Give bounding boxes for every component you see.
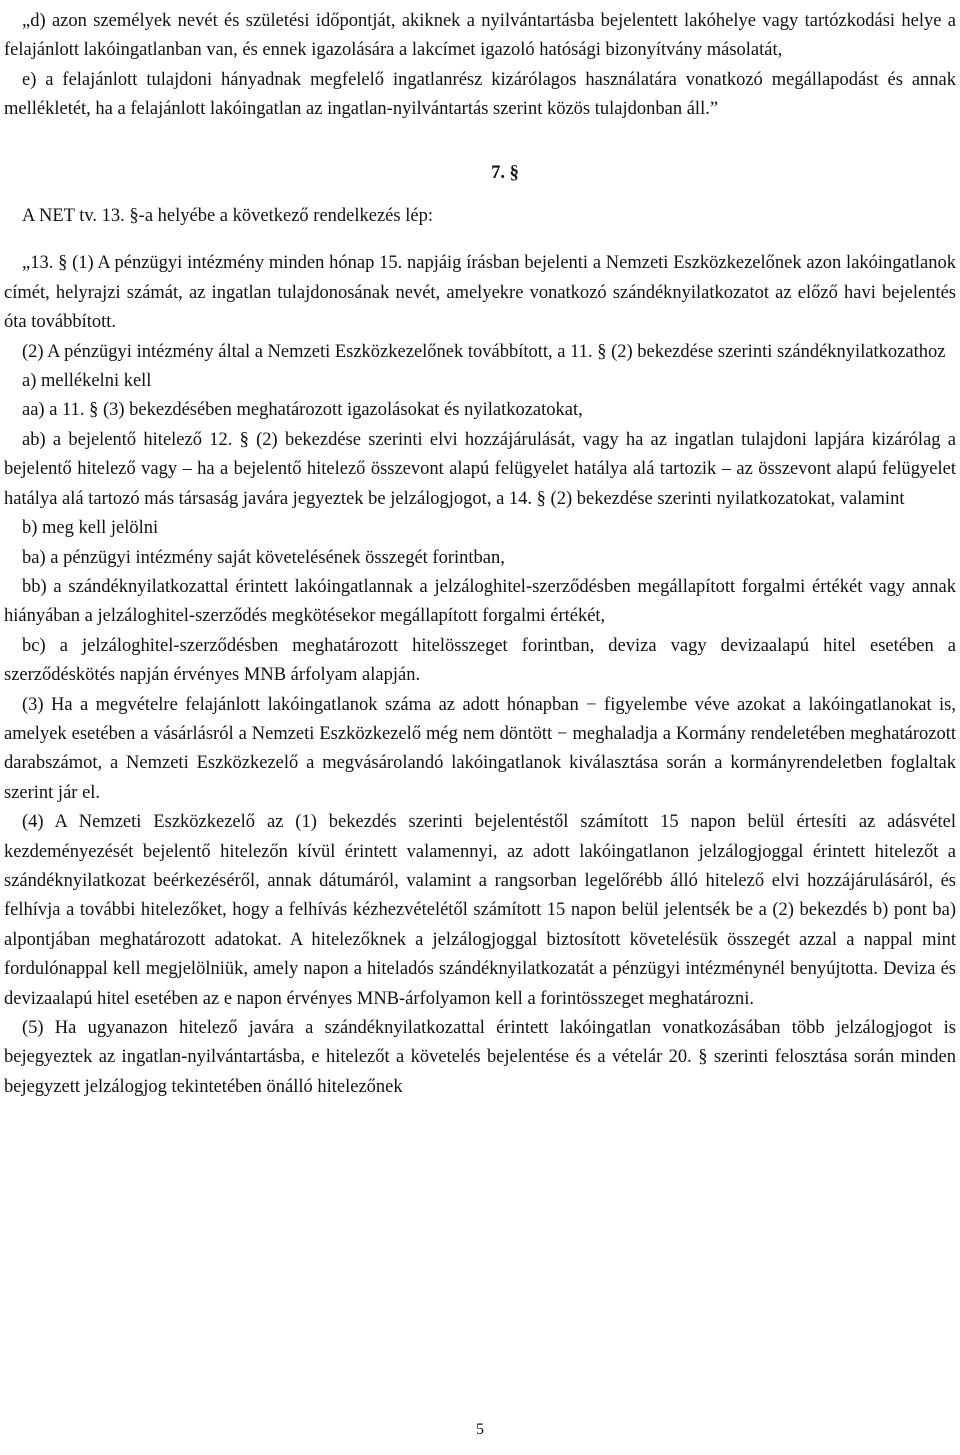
paragraph-d: „d) azon személyek nevét és születési időpontját, akiknek a nyilvántartásba bejelentett lakóhelye vagy tartózkodási helye a felajánlott lakóingatlanban van, és ennek igazolására a lakcímet igazoló hatósági bizonyítvány másolatát, <box>4 11 956 61</box>
paragraph-e: e) a felajánlott tulajdoni hányadnak megfelelő ingatlanrész kizárólagos használatára vonatkozó megállapodást és annak mellékletét, ha a felajánlott lakóingatlan az ingatlan-nyilvántartás szerint közös tulajdonban áll.” <box>4 69 956 120</box>
paragraph-13-4: (4) A Nemzeti Eszközkezelő az (1) bekezdés szerinti bejelentéstől számított 15 napon belül értesíti az adásvétel kezdeményezését bejelentő hitelezőn kívül érintett valamennyi, az adott lakóingatlanon jelzálogjoggal érintett hitelezőt a szándéknyilatkozat beérkezéséről, annak dátumáról, valamint a rangsorban legelőrébb álló hitelező elvi hozzájárulásáról, és felhívja a további hitelezőket, hogy a felhívás kézhezvételétől számított 15 napon belül jelentsék be a (2) bekezdés b) pont ba) alpontjában meghatározott adatokat. A hitelezőknek a jelzálogjoggal biztosított követelésük összegét azzal a nappal mint fordulónappal kell megjelölniük, amely napon a hiteladós szándéknyilatkozatát a pénzügyi intézménynél benyújtotta. Deviza és devizaalapú hitel esetében az e napon érvényes MNB-árfolyamon kell a forintösszeget meghatározni. <box>4 812 956 1009</box>
section-heading: 7. § <box>491 162 519 183</box>
paragraph-a: a) mellékelni kell <box>22 371 152 392</box>
paragraph-bc: bc) a jelzáloghitel-szerződésben meghatározott hitelösszeget forintban, deviza vagy devizaalapú hitel esetében a szerződéskötés napján érvényes MNB árfolyam alapján. <box>4 635 956 686</box>
page-number: 5 <box>476 1421 484 1438</box>
paragraph-13-2: (2) A pénzügyi intézmény által a Nemzeti Eszközkezelőnek továbbított, a 11. § (2) bekezdése szerinti szándéknyilatkozathoz <box>22 341 946 362</box>
paragraph-13-5: (5) Ha ugyanazon hitelező javára a szándéknyilatkozattal érintett lakóingatlan vonatkozásában több jelzálogjogot is bejegyeztek az ingatlan-nyilvántartásba, e hitelezőt a követelés bejelentése és a vételár 20. § szerinti felosztása során minden bejegyzett jelzálogjog tekintetében önálló hitelezőnek <box>4 1018 956 1097</box>
intro-line: A NET tv. 13. §-a helyébe a következő rendelkezés lép: <box>22 206 433 227</box>
paragraph-ab: ab) a bejelentő hitelező 12. § (2) bekezdése szerinti elvi hozzájárulását, vagy ha az ingatlan tulajdoni lapjára kizárólag a bejelentő hitelező vagy – ha a bejelentő hitelező összevont alapú felügyelet hatálya alá tartozik – az összevont alapú felügyelet hatálya alá tartozó más társaság javára jegyeztek be jelzálogjogot, a 14. § (2) bekezdése szerinti nyilatkozatokat, valamint <box>4 429 956 509</box>
paragraph-aa: aa) a 11. § (3) bekezdésében meghatározott igazolásokat és nyilatkozatokat, <box>22 400 583 421</box>
paragraph-13-3: (3) Ha a megvételre felajánlott lakóingatlanok száma az adott hónapban − figyelembe véve azokat a lakóingatlanokat is, amelyek esetében a vásárlásról a Nemzeti Eszközkezelő még nem döntött − meghaladja a Kormány rendeletében meghatározott darabszámot, a Nemzeti Eszközkezelő a megvásárolandó lakóingatlanok kiválasztása során a kormányrendeletben foglaltak szerint jár el. <box>4 694 956 803</box>
paragraph-13-1: „13. § (1) A pénzügyi intézmény minden hónap 15. napjáig írásban bejelenti a Nemzeti Eszközkezelőnek azon lakóingatlanok címét, helyrajzi számát, az ingatlan tulajdonosának nevét, amelyekre vonatkozó szándéknyilatkozatot az előző havi bejelentés óta továbbított. <box>4 253 956 333</box>
paragraph-b: b) meg kell jelölni <box>22 518 159 539</box>
paragraph-ba: ba) a pénzügyi intézmény saját követelésének összegét forintban, <box>22 547 505 568</box>
paragraph-bb: bb) a szándéknyilatkozattal érintett lakóingatlannak a jelzáloghitel-szerződésben megállapított forgalmi értékét vagy annak hiányában a jelzáloghitel-szerződés megkötésekor megállapított forgalmi értékét, <box>4 576 956 627</box>
